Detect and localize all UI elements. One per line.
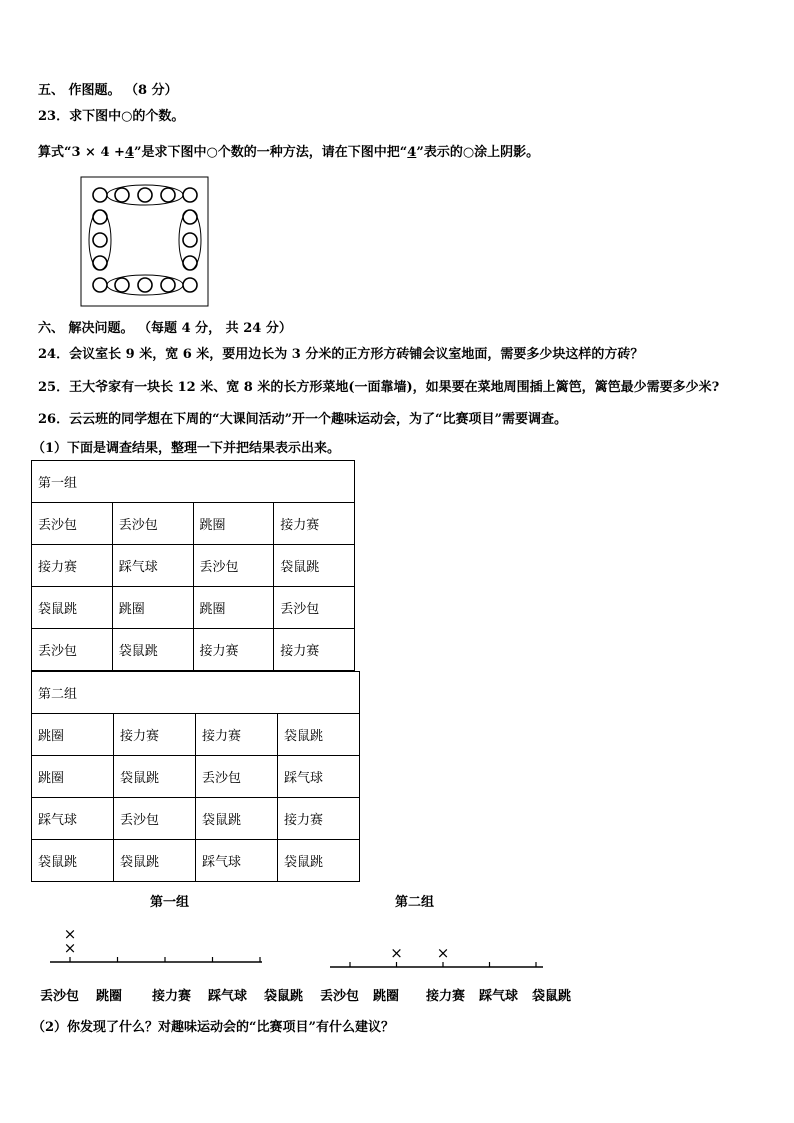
table-cell: 接力赛 <box>274 629 355 671</box>
category-label: 接力赛 <box>152 989 192 1004</box>
q26-text: 26．云云班的同学想在下周的“大课间活动”开一个趣味运动会，为了“比赛项目”需要调查。 <box>38 412 568 427</box>
category-label: 丢沙包 <box>40 989 80 1004</box>
circle-mark <box>93 210 107 224</box>
circle-mark <box>93 256 107 270</box>
table-cell: 丢沙包 <box>114 798 196 840</box>
circle-mark <box>93 233 107 247</box>
group2-title: 第二组 <box>32 672 360 714</box>
table-cell: 袋鼠跳 <box>278 714 360 756</box>
table-cell: 袋鼠跳 <box>114 756 196 798</box>
chart1-title: 第一组 <box>150 895 190 910</box>
circle-mark <box>138 188 152 202</box>
circle-mark <box>161 278 175 292</box>
table-cell: 跳圈 <box>193 503 274 545</box>
table-cell: 接力赛 <box>193 629 274 671</box>
table-cell: 袋鼠跳 <box>196 798 278 840</box>
table-cell: 踩气球 <box>32 798 114 840</box>
category-label: 跳圈 <box>96 989 123 1004</box>
chart2-title: 第二组 <box>395 895 435 910</box>
category-label: 袋鼠跳 <box>532 989 572 1004</box>
table-cell: 踩气球 <box>196 840 278 882</box>
table-cell: 丢沙包 <box>196 756 278 798</box>
circle-mark <box>115 188 129 202</box>
q26-part2: （2）你发现了什么？对趣味运动会的“比赛项目”有什么建议？ <box>32 1020 395 1035</box>
circle-mark <box>138 278 152 292</box>
table-cell: 丢沙包 <box>32 629 113 671</box>
table-cell: 丢沙包 <box>193 545 274 587</box>
category-label: 接力赛 <box>426 989 466 1004</box>
circle-mark <box>183 278 197 292</box>
q23-formula <box>38 141 539 160</box>
tally-mark: × <box>436 944 450 962</box>
table-cell: 丢沙包 <box>274 587 355 629</box>
table-cell: 接力赛 <box>274 503 355 545</box>
q24-text: 24．会议室长 9 米，宽 6 米，要用边长为 3 分米的正方形方砖铺会议室地面，需要多少块这样的方砖？ <box>38 347 644 362</box>
tally-mark: × <box>63 925 77 943</box>
table-cell: 跳圈 <box>32 756 114 798</box>
category-label: 跳圈 <box>373 989 400 1004</box>
table-row <box>32 756 360 798</box>
table-row <box>32 587 355 629</box>
table-cell: 跳圈 <box>193 587 274 629</box>
category-label: 丢沙包 <box>320 989 360 1004</box>
group1-title: 第一组 <box>32 461 355 503</box>
table-cell: 袋鼠跳 <box>274 545 355 587</box>
figure-frame <box>81 177 208 306</box>
table-cell: 踩气球 <box>278 756 360 798</box>
circle-mark <box>161 188 175 202</box>
circle-mark <box>183 256 197 270</box>
circle-mark <box>183 210 197 224</box>
category-label: 袋鼠跳 <box>264 989 304 1004</box>
table-cell: 袋鼠跳 <box>278 840 360 882</box>
table-cell: 接力赛 <box>32 545 113 587</box>
circle-mark <box>115 278 129 292</box>
table-row <box>32 503 355 545</box>
circle-mark <box>93 278 107 292</box>
table-cell: 跳圈 <box>112 587 193 629</box>
table-row <box>32 629 355 671</box>
table-cell: 袋鼠跳 <box>32 587 113 629</box>
category-label: 踩气球 <box>479 989 519 1004</box>
table-cell: 接力赛 <box>114 714 196 756</box>
q23-formula-prefix: 算式“3 × 4 + <box>38 145 125 160</box>
q23-title: 23．求下图中○的个数。 <box>38 109 185 124</box>
tally-mark: × <box>390 944 403 962</box>
group1-table <box>31 460 355 671</box>
table-cell: 跳圈 <box>32 714 114 756</box>
q26-part1: （1）下面是调查结果，整理一下并把结果表示出来。 <box>32 441 341 456</box>
right-group-oval <box>179 210 201 270</box>
table-cell: 袋鼠跳 <box>32 840 114 882</box>
q23-formula-mid: ”是求下图中○个数的一种方法，请在下图中把“ <box>133 145 408 160</box>
q23-formula-blank2: 4 <box>407 145 417 160</box>
table-cell: 丢沙包 <box>112 503 193 545</box>
table-cell: 接力赛 <box>278 798 360 840</box>
circle-mark <box>93 188 107 202</box>
table-cell: 踩气球 <box>112 545 193 587</box>
table-cell: 接力赛 <box>196 714 278 756</box>
top-group-oval <box>107 185 183 205</box>
table-row <box>32 714 360 756</box>
q25-text: 25．王大爷家有一块长 12 米、宽 8 米的长方形菜地(一面靠墙)，如果要在菜地周围插上篱笆，篱笆最少需要多少米? <box>38 380 720 395</box>
bottom-group-oval <box>107 275 183 295</box>
q23-formula-suffix: ”表示的○涂上阴影。 <box>416 145 540 160</box>
section6-heading: 六、 解决问题。 （每题 4 分， 共 24 分） <box>38 321 292 336</box>
q23-formula-blank: 4 <box>124 145 134 160</box>
tally-mark: × <box>63 939 77 957</box>
circle-mark <box>183 233 197 247</box>
table-cell: 袋鼠跳 <box>112 629 193 671</box>
left-group-oval <box>89 210 111 270</box>
table-row <box>32 545 355 587</box>
table-row <box>32 798 360 840</box>
table-cell: 袋鼠跳 <box>114 840 196 882</box>
group2-table <box>31 671 360 882</box>
section5-heading: 五、 作图题。 （8 分） <box>38 83 178 98</box>
table-row <box>32 840 360 882</box>
category-label: 踩气球 <box>208 989 248 1004</box>
circle-mark <box>183 188 197 202</box>
table-cell: 丢沙包 <box>32 503 113 545</box>
